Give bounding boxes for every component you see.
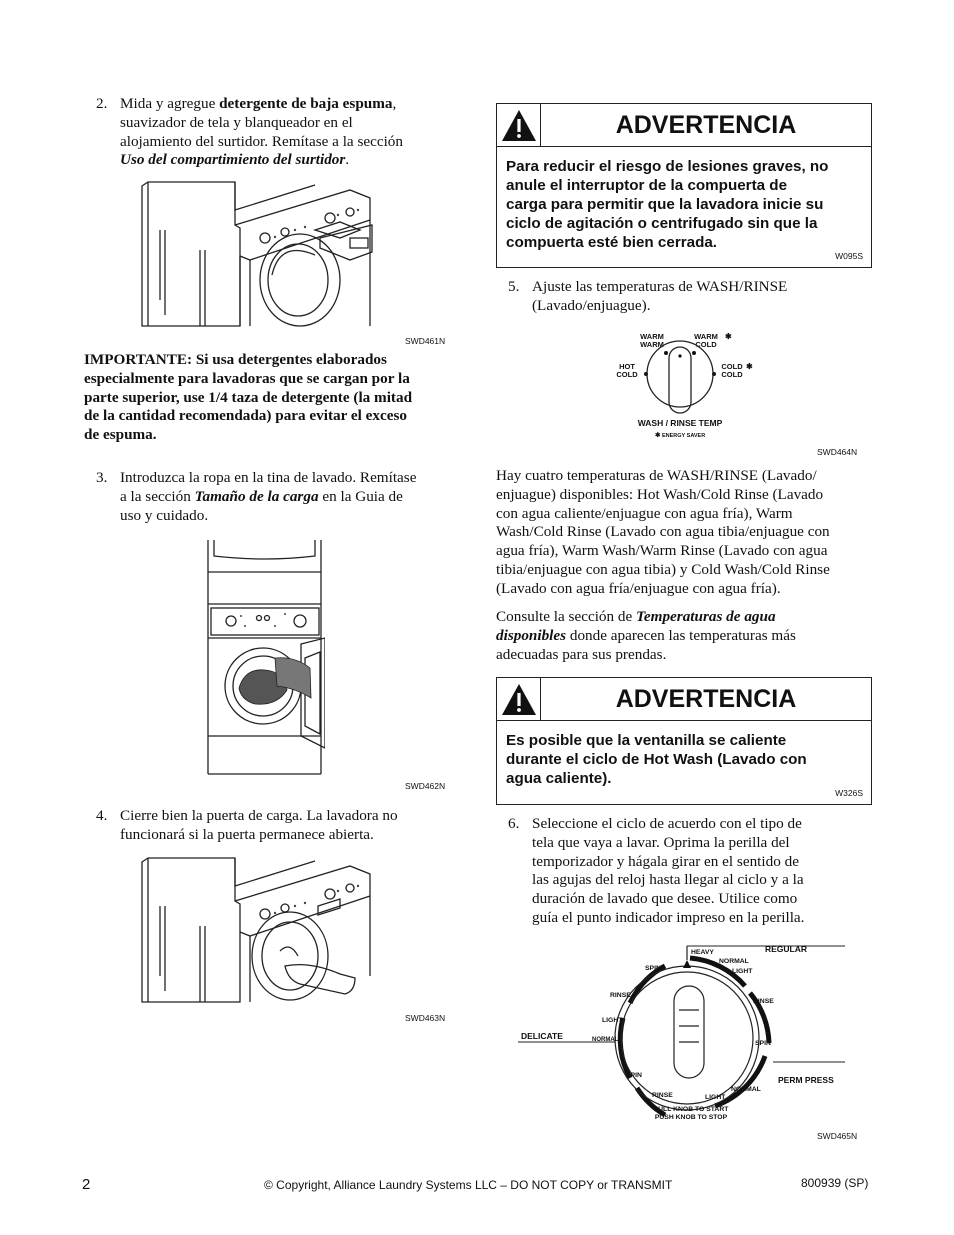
washer-loading-illustration (205, 538, 325, 776)
warning-box-hot-window (496, 677, 872, 805)
step-number: 2. (96, 95, 108, 112)
step-number: 6. (508, 815, 520, 832)
energy-star-icon: ✱ (655, 432, 661, 439)
push-knob-text: PUSH KNOB TO STOP (654, 1114, 728, 1121)
spin-label: SPIN (755, 1040, 771, 1047)
wash-rinse-temp-dial (600, 326, 770, 446)
step-text: Mida y agregue detergente de baja espuma, suavizador de tela y blanqueador en el alojamiento del surtidor. Remítase a la sección Uso del compartimiento del surtidor. (120, 95, 403, 169)
step-text: Seleccione el ciclo de acuerdo con el tipo de tela que vaya a lavar. Oprima la perilla del temporizador y hágala girar en el sentido de las agujas del reloj hasta llegar al ciclo y a la duración de lavado que desee. Utilice como guía el punto indicador impreso en la perilla. (532, 815, 805, 926)
step-text: Ajuste las temperaturas de WASH/RINSE (Lavado/enjuague). (532, 278, 788, 314)
spin-label: SPIN (626, 1072, 642, 1079)
warning-triangle-icon (497, 104, 541, 146)
cycle-timer-dial (515, 938, 855, 1123)
step-number: 3. (96, 469, 108, 486)
cold-cold-label-2: COLD (721, 370, 743, 379)
warning-text: Es posible que la ventanilla se caliente durante el ciclo de Hot Wash (Lavado con agua caliente). (506, 732, 807, 787)
energy-saver-label: ENERGY SAVER (662, 433, 706, 439)
dial-title: WASH / RINSE TEMP (637, 418, 723, 428)
important-note: IMPORTANTE: Si usa detergentes elaborados especialmente para lavadoras que se cargan por la parte superior, use 1/4 taza de detergente (la mitad de la cantidad recomendada) para evitar el exceso de espuma. (84, 351, 413, 444)
warning-text: Para reducir el riesgo de lesiones graves, no anule el interruptor de la compuerta de carga para permitir que la lavadora inicie su ciclo de agitación o centrifugado sin que la compuerta esté bien cerrada. (506, 158, 829, 251)
step-2 (96, 95, 466, 175)
light-label: LIGHT (705, 1094, 726, 1101)
warm-warm-label-1: WARM (640, 332, 664, 341)
hot-cold-label-1: HOT (619, 362, 635, 371)
step-5 (508, 278, 868, 318)
washer-dispenser-illustration (140, 180, 380, 330)
rinse-label: RINSE (753, 998, 774, 1005)
warning-box-door-switch (496, 103, 872, 268)
warning-code: W095S (835, 251, 863, 261)
page-number: 2 (82, 1176, 91, 1193)
warning-triangle-icon (497, 678, 541, 720)
rinse-label: RINSE (652, 1092, 673, 1099)
consult-paragraph: Consulte la sección de Temperaturas de agua disponibles donde aparecen las temperaturas más adecuadas para sus prendas. (496, 608, 796, 663)
warm-cold-label-1: WARM (694, 332, 718, 341)
figure-id-swd461n: SWD461N (405, 336, 446, 346)
step-text: Introduzca la ropa en la tina de lavado. Remítase a la sección Tamaño de la carga en la Guia de uso y cuidado. (120, 469, 417, 524)
warm-cold-label-2: COLD (695, 340, 717, 349)
step-6 (508, 815, 868, 930)
delicate-label: DELICATE (521, 1031, 563, 1041)
figure-id-swd464n: SWD464N (817, 447, 858, 457)
warm-warm-label-2: WARM (640, 340, 664, 349)
figure-id-swd463n: SWD463N (405, 1013, 446, 1023)
temperatures-paragraph: Hay cuatro temperaturas de WASH/RINSE (Lavado/ enjuague) disponibles: Hot Wash/Cold Rinse (Lavado con agua caliente/enjuague con agua fría), Warm Wash/Cold Rinse (Lavado con agua tibia/enjuague con agua fría), Warm Wash/Warm Rinse (Lavado con agua tibia/enjuague con agua tibia) y Cold Wash/Cold Rinse (Lavado con agua fría/enjuague con agua fría). (496, 467, 830, 597)
step-4 (96, 807, 466, 847)
energy-star-icon: ✱ (725, 332, 732, 341)
washer-closing-door-illustration (140, 856, 380, 1006)
step-3 (96, 469, 466, 529)
warning-header (497, 104, 871, 147)
step-number: 5. (508, 278, 520, 295)
step-number: 4. (96, 807, 108, 824)
regular-label: REGULAR (765, 944, 808, 954)
light-label: LIGHT (732, 968, 753, 975)
warning-title: ADVERTENCIA (615, 111, 797, 139)
normal-label: NORMAL (731, 1086, 761, 1093)
warning-code: W326S (835, 788, 863, 798)
warning-header (497, 678, 871, 721)
light-label: LIGHT (602, 1017, 623, 1024)
hot-cold-label-2: COLD (616, 370, 638, 379)
warning-title: ADVERTENCIA (615, 685, 797, 713)
heavy-label: HEAVY (691, 949, 714, 956)
copyright-notice: © Copyright, Alliance Laundry Systems LLC – DO NOT COPY or TRANSMIT (264, 1178, 673, 1192)
pull-knob-text: PULL KNOB TO START (653, 1106, 729, 1113)
document-number: 800939 (SP) (801, 1176, 869, 1190)
spin-label: SPIN (645, 965, 661, 972)
figure-id-swd465n: SWD465N (817, 1131, 858, 1141)
normal-label: NORMAL (592, 1037, 619, 1043)
energy-star-icon: ✱ (746, 362, 753, 371)
rinse-label: RINSE (610, 992, 631, 999)
figure-id-swd462n: SWD462N (405, 781, 446, 791)
cold-cold-label-1: COLD (721, 362, 743, 371)
perm-press-label: PERM PRESS (778, 1075, 834, 1085)
step-text: Cierre bien la puerta de carga. La lavadora no funcionará si la puerta permanece abierta. (120, 807, 398, 843)
normal-label: NORMAL (719, 958, 749, 965)
